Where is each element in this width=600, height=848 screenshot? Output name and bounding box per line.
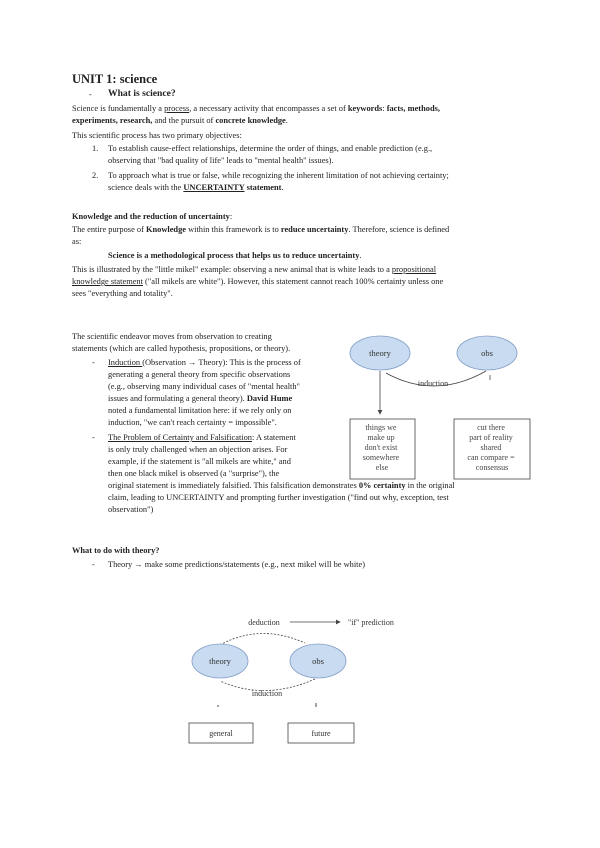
if-prediction-label: "if" prediction xyxy=(348,618,394,627)
paragraph-line: induction, "we can't reach certainty = impossible". xyxy=(108,418,277,427)
unit-title: UNIT 1: science xyxy=(72,72,158,86)
induction-label: induction xyxy=(417,379,449,388)
paragraph-line: (e.g., observing many individual cases of "mental health" xyxy=(108,382,300,391)
box-right-text: cut there part of reality shared can compare = consensus xyxy=(467,423,515,472)
paragraph-line: sees "everything and totality". xyxy=(72,289,173,298)
induction-label: induction xyxy=(251,689,283,698)
paragraph-line: The entire purpose of Knowledge within this framework is to reduce uncertainty. Therefore, science is defined xyxy=(72,225,450,234)
definition-line: Science is a methodological process that helps us to reduce uncertainty. xyxy=(108,251,362,260)
paragraph-line: The scientific endeavor moves from observation to creating xyxy=(72,332,272,341)
obs-label: obs xyxy=(481,348,493,358)
paragraph-line: issues and formulating a general theory). David Hume xyxy=(108,394,293,403)
paragraph-line: example, if the statement is "all mikels are white," and xyxy=(108,457,291,466)
general-label: general xyxy=(209,729,233,738)
paragraph-line: experiments, research, and the pursuit of concrete knowledge. xyxy=(72,116,288,125)
paragraph-line: This scientific process has two primary objectives: xyxy=(72,131,242,140)
paragraph-line: as: xyxy=(72,237,82,246)
deduction-label: deduction xyxy=(248,618,280,627)
list-item-text: To approach what is true or false, while recognizing the inherent limitation of not achieving certainty; xyxy=(108,171,449,180)
paragraph-line: claim, leading to UNCERTAINTY and prompting further investigation ("find out why, exception, test xyxy=(108,493,449,502)
deduction-arc xyxy=(220,633,305,645)
list-item-text: science deals with the UNCERTAINTY statement. xyxy=(108,183,284,192)
paragraph-line: statements (which are called hypothesis, propositions, or theory). xyxy=(72,344,291,353)
section-heading-what-to-do: What to do with theory? xyxy=(72,546,160,555)
section-heading-what-is-science: What is science? xyxy=(108,88,176,99)
paragraph-line: then one black mikel is observed (a "surprise"), the xyxy=(108,469,280,478)
paragraph-line: generating a general theory from specific observations xyxy=(108,370,291,379)
paragraph-line: knowledge statement ("all mikels are white"). However, this statement cannot reach 100% certainty unless one xyxy=(72,277,444,286)
bullet-falsification: The Problem of Certainty and Falsification: A statement xyxy=(108,433,296,442)
deduction-induction-diagram xyxy=(180,605,420,753)
theory-label: theory xyxy=(209,656,231,666)
paragraph-line: noted a fundamental limitation here: if we rely only on xyxy=(108,406,292,415)
bullet-theory-predictions: Theory → make some predictions/statements (e.g., next mikel will be white) xyxy=(108,560,365,569)
paragraph-line: observation") xyxy=(108,505,154,514)
list-item-text: observing that "bad quality of life" leads to "mental health" issues). xyxy=(108,156,334,165)
list-number: 2. xyxy=(92,171,99,180)
bullet-dash: - xyxy=(92,560,95,569)
paragraph-line: Science is fundamentally a process, a necessary activity that encompasses a set of keywords: facts, methods, xyxy=(72,104,440,113)
list-item-text: To establish cause-effect relationships, determine the order of things, and enable prediction (e.g., xyxy=(108,144,433,153)
bullet-induction: Induction (Observation → Theory): This is the process of xyxy=(108,358,301,367)
bullet-dash: - xyxy=(92,433,95,442)
box-left-text: things we make up don't exist somewhere else xyxy=(362,423,400,472)
future-label: future xyxy=(311,729,331,738)
induction-diagram xyxy=(340,328,540,488)
paragraph-line: is only truly challenged when an objection arises. For xyxy=(108,445,288,454)
paragraph-line: original statement is immediately falsified. This falsification demonstrates 0% certainty in the original xyxy=(108,481,455,490)
paragraph-line: This is illustrated by the "little mikel" example: observing a new animal that is white leads to a propositional xyxy=(72,265,437,274)
obs-label: obs xyxy=(312,656,324,666)
list-number: 1. xyxy=(92,144,99,153)
bullet-dash: - xyxy=(89,90,92,99)
bullet-dash: - xyxy=(92,358,95,367)
section-heading-knowledge: Knowledge and the reduction of uncertainty: xyxy=(72,212,233,221)
theory-label: theory xyxy=(369,348,391,358)
